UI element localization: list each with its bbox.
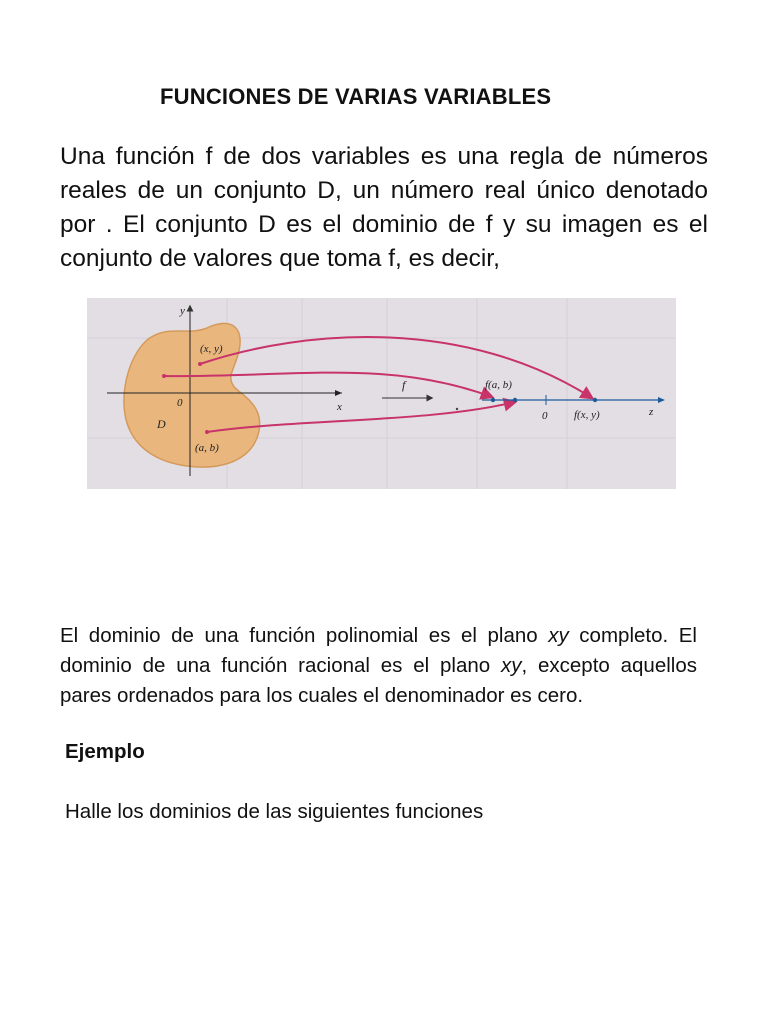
- image-ab-point-2: [513, 398, 517, 402]
- polynomial-text-b: completo.: [568, 624, 669, 647]
- x-axis-label: x: [337, 401, 342, 413]
- small-mark: [456, 408, 458, 410]
- polynomial-text-a: El dominio de una función polinomial es el plano: [60, 624, 549, 647]
- polynomial-text-xy: xy: [548, 624, 569, 647]
- rational-text-a: El dominio de una función racional es el plano: [60, 624, 697, 677]
- y-axis-label: y: [180, 305, 185, 317]
- function-label: f: [402, 378, 406, 392]
- page-title: FUNCIONES DE VARIAS VARIABLES: [160, 84, 552, 109]
- point-ab-label: (a, b): [195, 442, 219, 454]
- example-heading: Ejemplo: [65, 740, 145, 763]
- rational-text-xy: xy: [500, 654, 522, 677]
- origin-label-left: 0: [177, 397, 183, 409]
- z-axis-label: z: [649, 406, 654, 418]
- origin-label-right: 0: [542, 410, 548, 422]
- image-ab-point-1: [491, 398, 495, 402]
- definition-paragraph: Una función f de dos variables es una regla de números reales de un conjunto D, un número real único denotado por . El conjunto D es el dominio de f y su imagen es el conjunto de valores que toma f, es decir,: [60, 143, 708, 272]
- function-diagram: [87, 298, 676, 489]
- domain-region: [124, 323, 260, 467]
- point-xy-label: (x, y): [200, 343, 223, 355]
- image-xy-label: f(x, y): [574, 409, 600, 421]
- image-ab-label: f(a, b): [485, 379, 512, 391]
- domain-paragraph: [60, 621, 697, 711]
- image-xy-point: [593, 398, 597, 402]
- example-instruction: Halle los dominios de las siguientes funciones: [65, 800, 484, 823]
- domain-label: D: [157, 417, 166, 431]
- rational-text-b: , excepto aquellos pares ordenados para los cuales el denominador es cero.: [60, 654, 697, 707]
